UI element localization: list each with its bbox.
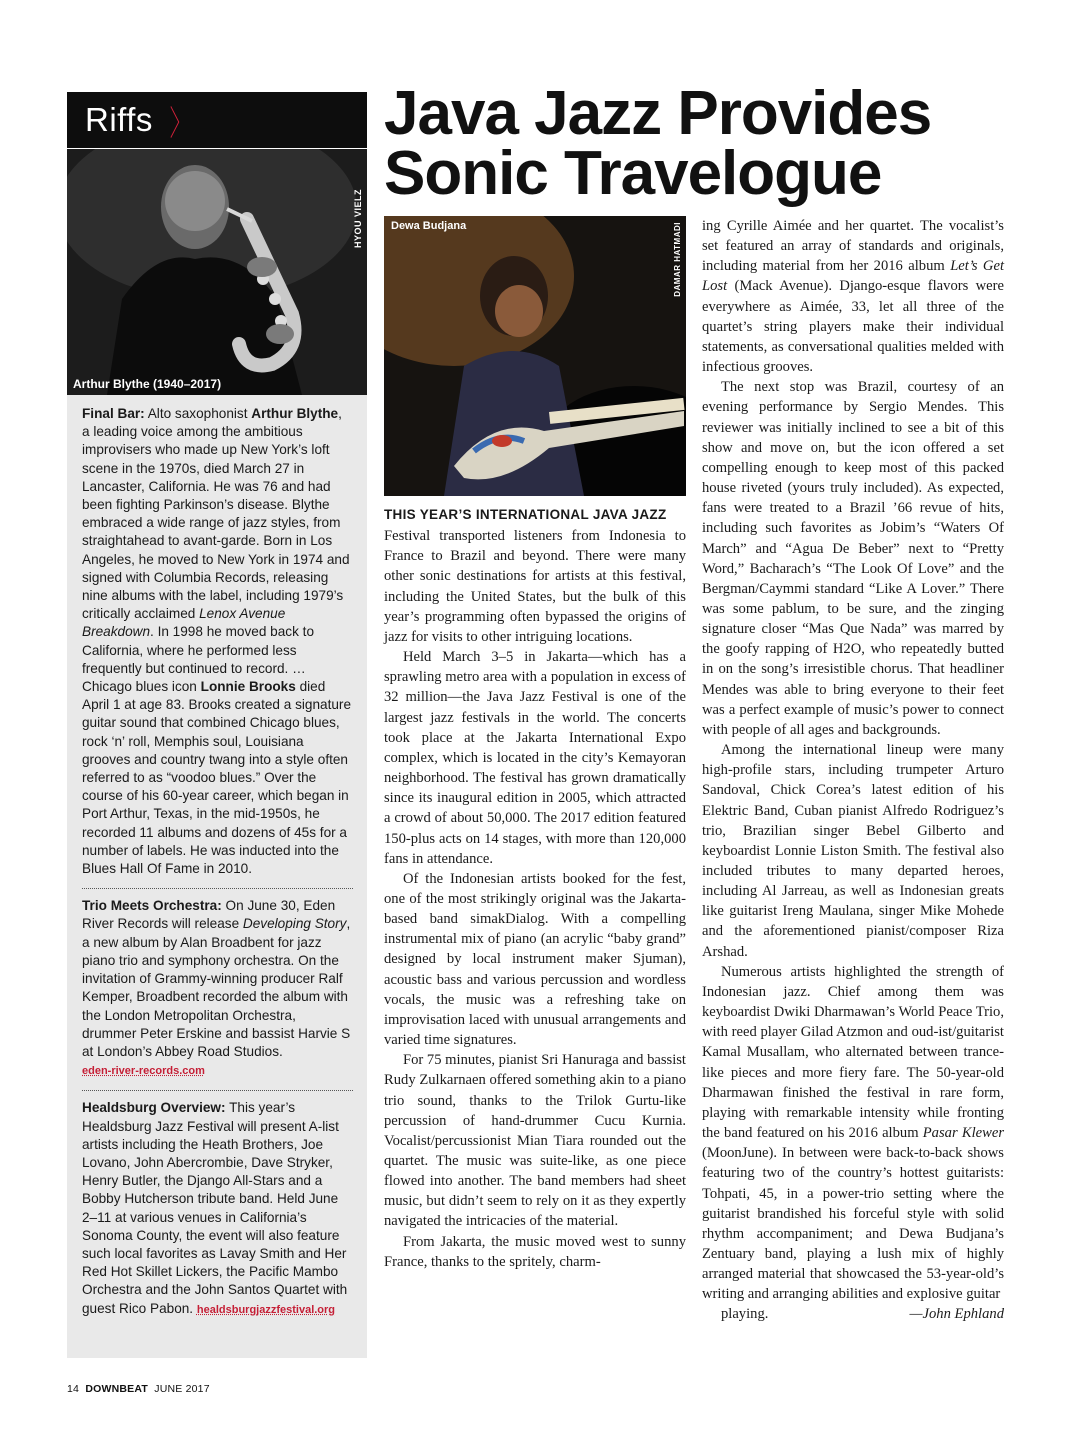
chevron-right-icon: 〉 xyxy=(169,104,191,143)
article-byline xyxy=(702,1304,1004,1324)
page-footer xyxy=(67,1383,210,1395)
eden-river-link[interactable]: eden-river-records.com xyxy=(82,1065,205,1078)
paragraph-text: (Mack Avenue). Django-esque flavors were everywhere as Aimée, 33, let all three of the quartet’s string players make their individual statements, as conversational qualities melded with infectious grooves. xyxy=(702,278,1004,376)
photo-caption: Dewa Budjana xyxy=(391,220,467,232)
item-text: On June 30, Eden River Records will release xyxy=(82,898,336,932)
riffs-section-header xyxy=(67,92,367,148)
item-lead: Final Bar: xyxy=(82,406,145,421)
article-paragraph: Held March 3–5 in Jakarta—which has a sprawling metro area with a population in excess of 32 million—the Java Jazz Festival is one of the largest jazz festivals in the world. The concerts took place at the Jakarta International Expo complex, which is located in the city’s Kemayoran neighborhood. The festival has grown dramatically since its inaugural edition in 2005, which attracted a crowd of about 50,000. The 2017 edition featured 150-plus acts on 14 stages, with more than 120,000 fans in attendance. xyxy=(384,649,686,867)
page-number: 14 xyxy=(67,1383,80,1395)
photo-caption: Arthur Blythe (1940–2017) xyxy=(73,377,222,391)
saxophonist-illustration xyxy=(67,149,367,395)
item-lead: Trio Meets Orchestra: xyxy=(82,898,222,914)
album-title: Lenox Avenue Breakdown xyxy=(82,606,286,640)
item-text: died April 1 at age 83. Brooks created a signature guitar sound that combined Chicago blues, rock ‘n’ roll, Memphis soul, Louisiana grooves and country twang into a style often referred to as “voodoo blues.” Over the course of his 60-year career, which began in Port Arthur, Texas, in the mid-1950s, he recorded 11 albums and dozens of 45s for a number of labels. He was inducted into the Blues Hall Of Fame in 2010. xyxy=(82,679,352,877)
riffs-title: Riffs xyxy=(85,101,153,138)
paragraph-end: playing. xyxy=(720,1306,769,1323)
issue-date: JUNE 2017 xyxy=(154,1383,210,1395)
artist-name: Lonnie Brooks xyxy=(200,679,296,695)
final-bar-item xyxy=(82,405,353,888)
artist-name: Arthur Blythe xyxy=(251,406,339,421)
article-paragraph: From Jakarta, the music moved west to sunny France, thanks to the spritely, charm- xyxy=(384,1233,686,1270)
guitarist-illustration xyxy=(384,216,686,496)
article-column-left xyxy=(384,505,686,1272)
item-text: , a new album by Alan Broadbent for jazz piano trio and symphony orchestra. On the invitation of Grammy-winning producer Ralf Kemper, Broadbent recorded the album with the London Metropolitan Orchestra, drummer Peter Erskine and bassist Harvie S at London’s Abbey Road Studios. xyxy=(82,916,351,1059)
article-headline xyxy=(384,79,1044,208)
lead-in: THIS YEAR’S INTERNATIONAL JAVA JAZZ xyxy=(384,507,667,522)
magazine-name: DOWNBEAT xyxy=(85,1383,148,1395)
paragraph-text: ing Cyrille Aimée and her quartet. The vocalist’s set featured an array of standards and originals, including material from her 2016 album xyxy=(702,218,1004,275)
article-paragraph xyxy=(384,505,686,647)
item-lead: Healdsburg Overview: xyxy=(82,1100,226,1116)
album-title: Developing Story xyxy=(242,916,347,932)
item-text: Alto saxophonist xyxy=(144,406,252,421)
dewa-budjana-photo xyxy=(384,216,686,496)
arthur-blythe-photo xyxy=(67,149,367,395)
healdsburg-overview-item xyxy=(82,1090,353,1328)
author-signature: —John Ephland xyxy=(909,1306,1004,1323)
album-title: Pasar Klewer xyxy=(922,1125,1004,1142)
trio-meets-orchestra-item xyxy=(82,888,353,1090)
article-paragraph: The next stop was Brazil, courtesy of an evening performance by Sergio Mendes. This reviewer was initially inclined to see a bit of this show and move on, but the icon offered a set compelling enough to keep most of this packed house riveted (yours truly included). As expected, fans were treated to a Brazil ’66 revue of hits, including such favorites as Jobim’s “Waters Of March” and “Agua De Beber” next to “Pretty Word,” Bacharach’s “The Look Of Love” and the Bergman/Caymmi standard “Like A Lover.” There was some pablum, to be sure, and the zinging signature closer “Mas Que Nada” was marred by the goofy rapping of H2O, who repeatedly butted in on the song’s irresistible chorus. That headliner Mendes was able to bring everyone to their feet was a perfect example of music’s power to connect with people of all ages and backgrounds. xyxy=(702,379,1004,738)
article-paragraph xyxy=(702,216,1004,377)
album-title: Let’s Get Lost xyxy=(702,258,1004,295)
item-text: This year’s Healdsburg Jazz Festival will present A-list artists including the Heath Brothers, Joe Lovano, John Abercrombie, Dave Stryker, Henry Butler, the Django All-Stars and a Bobby Hutcherson tribute band. Held June 2–11 at various venues in California’s Sonoma County, the event will also feature such local favorites as Lavay Smith and Her Red Hot Skillet Lickers, the Pacific Mambo Orchestra and the John Santos Quartet with guest Rico Pabon. xyxy=(82,1100,348,1316)
photo-credit: DAMAR HATMADI xyxy=(673,222,682,297)
paragraph-text: Numerous artists highlighted the strength of Indonesian jazz. Chief among them was keyboardist Dwiki Dharmawan’s World Peace Trio, with reed player Gilad Atzmon and oud-ist/guitarist Kamal Musallam, who alternated between trance-like pieces and more fiery fare. The 50-year-old Dharmawan finished the festival in rare form, playing with remarkable intensity while fronting the band featured on his 2016 album xyxy=(702,963,1004,1142)
headline-line-1: Java Jazz Provides xyxy=(384,79,932,148)
item-text: , a leading voice among the ambitious improvisers who made up New York’s loft scene in the 1970s, died March 27 in Lancaster, California. He was 76 and had been fighting Parkinson’s disease. Blythe embraced a wide range of jazz styles, from straightahead to avant-garde. Born in Los Angeles, he moved to New York in 1974 and signed with Columbia Records, releasing nine albums with the label, including 1979’s critically acclaimed xyxy=(82,406,350,622)
item-text: . In 1998 he moved back to California, where he performed less frequently but continued to record. … Chicago blues icon xyxy=(82,624,315,695)
photo-credit: HYOU VIELZ xyxy=(353,189,363,249)
riffs-sidebar xyxy=(67,395,367,1358)
headline-line-2: Sonic Travelogue xyxy=(384,139,882,208)
article-column-right xyxy=(702,216,1004,1325)
paragraph-text: (MoonJune). In between were back-to-back shows featuring two of the country’s hottest guitarists: Tohpati, 45, in a power-trio setting where the guitarist brandished his forceful style with solid rhythm accompaniment; and Dewa Budjana’s Zentuary band, playing a lush mix of highly arranged material that showcased the 53-year-old’s writing and arranging abilities and explosive guitar xyxy=(702,1145,1004,1303)
article-paragraph: Of the Indonesian artists booked for the fest, one of the most strikingly original was the Jakarta-based band simakDialog. With a compelling instrumental mix of piano (an acrylic “baby grand” designed by local instrument maker Sjuman), acoustic bass and various percussion and wordless vocals, the music was a refreshing take on improvisation laced with unusual arrangements and varied time signatures. xyxy=(384,870,686,1049)
article-paragraph: For 75 minutes, pianist Sri Hanuraga and bassist Rudy Zulkarnaen offered something akin to a piano trio sound, thanks to the Trilok Gurtu-like percussion of hand-drummer Cucu Kurnia. Vocalist/percussionist Mian Tiara rounded out the quartet. The music was suite-like, as one piece flowed into another. The band members had sheet music, but didn’t seem to rely on it as they expertly navigated the intricacies of the material. xyxy=(384,1052,686,1230)
paragraph-text: Festival transported listeners from Indonesia to France to Brazil and beyond. There were many other sonic destinations for artists at this festival, including the United States, but the bulk of this year’s programming often bypassed the origins of jazz for visits to other intriguing locations. xyxy=(384,528,686,645)
article-paragraph xyxy=(702,962,1004,1305)
article-paragraph: Among the international lineup were many high-profile stars, including trumpeter Arturo Sandoval, Chick Corea’s latest edition of his Elektric Band, Cuban pianist Alfredo Rodriguez’s trio, Brazilian singer Bebel Gilberto and keyboardist Lonnie Liston Smith. The festival also included tributes to many departed heroes, including Al Jarreau, as well as Indonesian greats like guitarist Ireng Maulana, singer Mike Mohede and the aforementioned pianist/composer Riza Arshad. xyxy=(702,742,1004,960)
healdsburg-link[interactable]: healdsburgjazzfestival.org xyxy=(196,1303,336,1316)
